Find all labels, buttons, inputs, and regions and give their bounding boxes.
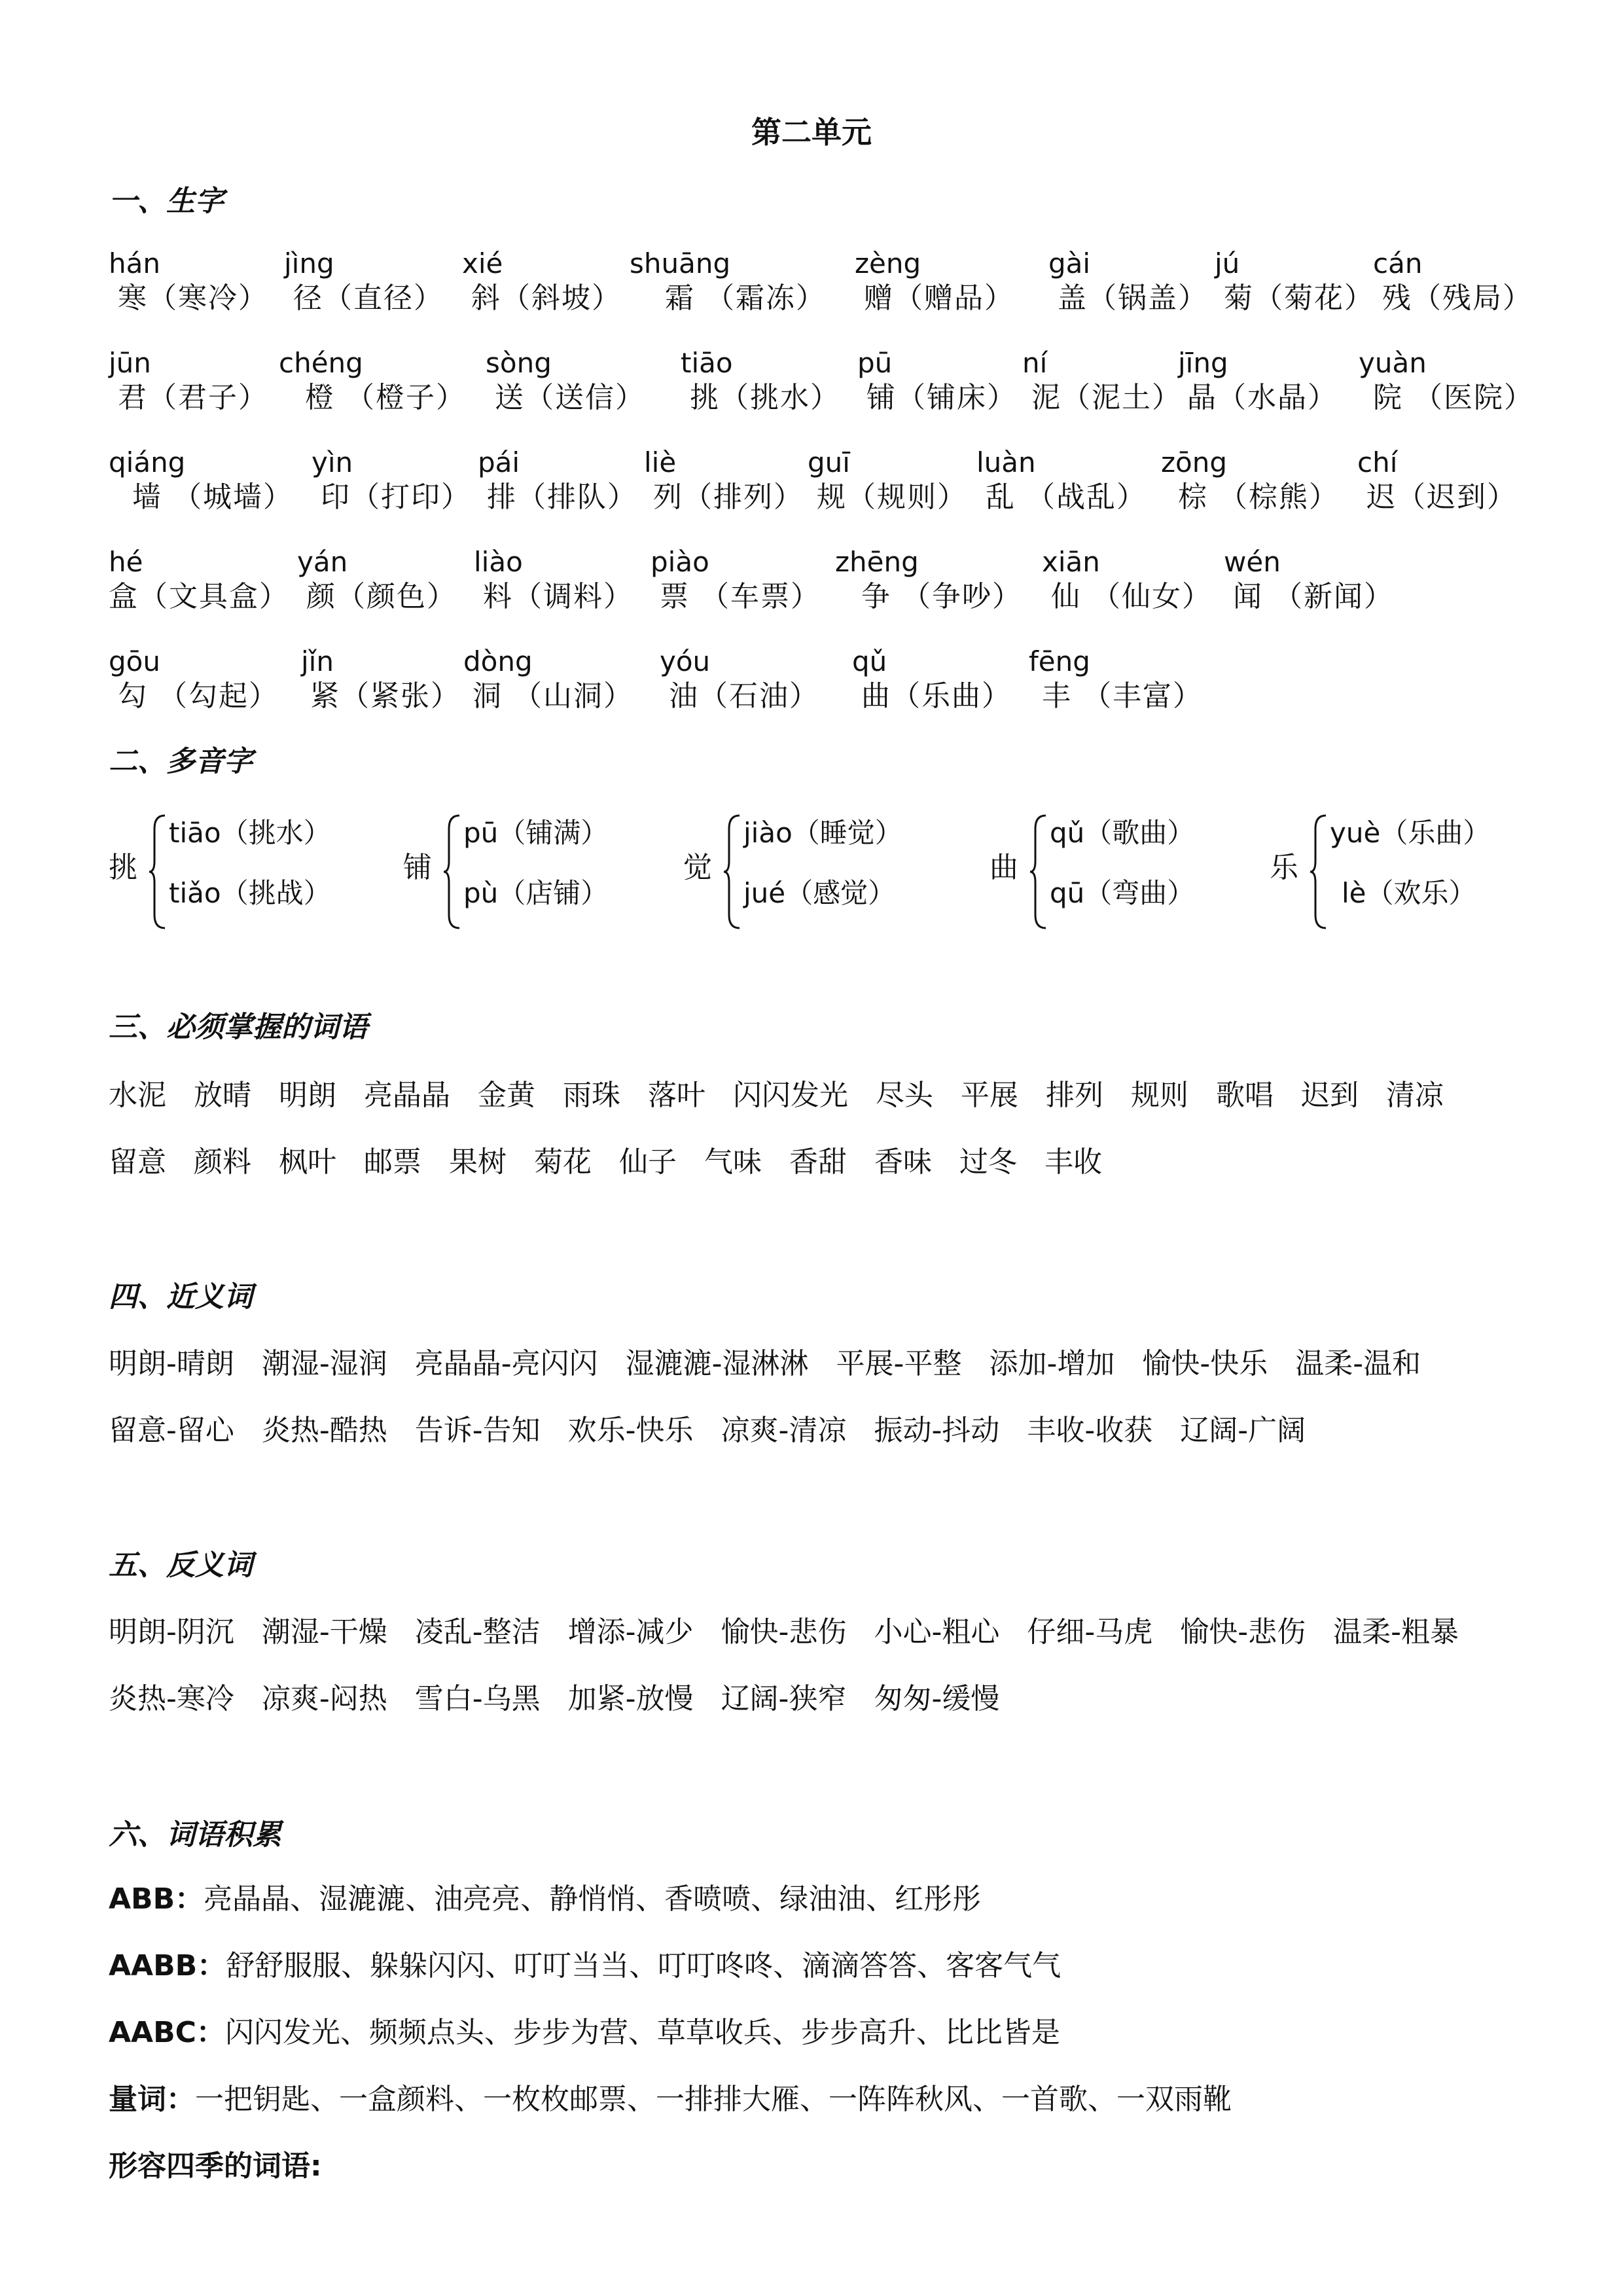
synonym-pair: 丰收-收获	[1027, 1414, 1153, 1447]
left-brace-icon	[148, 813, 168, 931]
character-word: 残（残局）	[1382, 281, 1533, 315]
pinyin: zèng	[855, 247, 921, 279]
reading-1: yuè（乐曲）	[1330, 817, 1491, 849]
polyphonic-character: 曲	[990, 851, 1018, 884]
character-word: 印（打印）	[321, 480, 471, 514]
reading-2: pù（店铺）	[463, 877, 609, 909]
character-word: 仙 （仙女）	[1051, 580, 1212, 613]
character-word: 橙 （橙子）	[305, 381, 466, 414]
character-word: 赠（赠品）	[864, 281, 1014, 315]
antonym-pair: 增添-减少	[567, 1615, 694, 1649]
synonym-pair: 温柔-温和	[1295, 1347, 1421, 1380]
antonym-pair: 雪白-乌黑	[414, 1682, 541, 1715]
polyphonic-character: 挑	[109, 851, 137, 884]
pinyin: jìng	[284, 247, 334, 279]
antonym-pair: 匆匆-缓慢	[874, 1682, 1000, 1715]
section-heading-shengzi: 一、生字	[109, 185, 224, 218]
pinyin: jú	[1215, 247, 1240, 279]
shengzi-row-3	[0, 446, 1623, 525]
pinyin: ní	[1022, 347, 1048, 379]
pinyin: liào	[474, 546, 523, 578]
polyphonic-character: 铺	[403, 851, 432, 884]
jinyici-line-2	[109, 1411, 1333, 1450]
word: 歌唱	[1216, 1079, 1274, 1112]
word: 排列	[1046, 1079, 1103, 1112]
word: 香甜	[789, 1145, 847, 1179]
reading-1: qǔ（歌曲）	[1050, 817, 1195, 849]
section-heading-jinyici: 四、近义词	[109, 1280, 253, 1314]
word: 颜料	[194, 1145, 251, 1179]
jilei-label: 量词：	[109, 2083, 195, 2116]
reading-1: pū（铺满）	[463, 817, 609, 849]
character-word: 票 （车票）	[660, 580, 821, 613]
jilei-label: ABB：	[109, 1882, 204, 1916]
pinyin: fēng	[1029, 645, 1090, 677]
pinyin: shuāng	[630, 247, 731, 279]
word: 雨珠	[563, 1079, 620, 1112]
reading-2: jué（感觉）	[743, 877, 896, 909]
word: 清凉	[1386, 1079, 1444, 1112]
character-word: 洞 （山洞）	[473, 679, 633, 713]
word: 邮票	[364, 1145, 421, 1179]
synonym-pair: 振动-抖动	[874, 1414, 1000, 1447]
character-word: 乱 （战乱）	[986, 480, 1147, 514]
character-word: 规（规则）	[817, 480, 967, 514]
left-brace-icon	[1309, 813, 1329, 931]
character-word: 争 （争吵）	[861, 580, 1022, 613]
shengzi-row-1	[0, 247, 1623, 326]
pinyin: tiāo	[681, 347, 733, 379]
word: 丰收	[1044, 1145, 1102, 1179]
pinyin: guī	[808, 446, 850, 478]
synonym-pair: 辽阔-广阔	[1180, 1414, 1306, 1447]
synonym-pair: 添加-增加	[989, 1347, 1115, 1380]
character-word: 闻 （新闻）	[1233, 580, 1394, 613]
antonym-pair: 凌乱-整洁	[414, 1615, 541, 1649]
pinyin: dòng	[463, 645, 533, 677]
reading-1: tiāo（挑水）	[169, 817, 331, 849]
character-word: 泥（泥土）	[1031, 381, 1182, 414]
polyphonic-character: 乐	[1270, 851, 1298, 884]
pinyin: chéng	[279, 347, 363, 379]
word: 仙子	[619, 1145, 677, 1179]
antonym-pair: 炎热-寒冷	[109, 1682, 234, 1715]
pinyin: chí	[1357, 446, 1398, 478]
polyphonic-character: 觉	[683, 851, 712, 884]
word: 香味	[874, 1145, 932, 1179]
word: 落叶	[648, 1079, 705, 1112]
reading-1: jiào（睡觉）	[743, 817, 902, 849]
synonym-pair: 亮晶晶-亮闪闪	[414, 1347, 598, 1380]
pinyin: zhēng	[835, 546, 919, 578]
character-word: 盒（文具盒）	[109, 580, 289, 613]
synonym-pair: 凉爽-清凉	[721, 1414, 847, 1447]
character-word: 霜 （霜冻）	[665, 281, 826, 315]
section-heading-fanyici: 五、反义词	[109, 1549, 253, 1582]
pinyin: qiáng	[109, 446, 186, 478]
pinyin: sòng	[486, 347, 552, 379]
word: 果树	[449, 1145, 507, 1179]
character-word: 棕 （棕熊）	[1178, 480, 1339, 514]
word: 枫叶	[279, 1145, 336, 1179]
character-word: 寒（寒冷）	[118, 281, 268, 315]
left-brace-icon	[722, 813, 742, 931]
character-word: 送（送信）	[495, 381, 645, 414]
jilei-line	[109, 1946, 1061, 1986]
pinyin: luàn	[976, 446, 1036, 478]
fanyici-line-1	[109, 1613, 1486, 1652]
pinyin: xié	[462, 247, 503, 279]
antonym-pair: 明朗-阴沉	[109, 1615, 234, 1649]
synonym-pair: 平展-平整	[836, 1347, 962, 1380]
character-word: 料（调料）	[483, 580, 633, 613]
shengzi-row-4	[0, 546, 1623, 624]
jilei-label: AABC：	[109, 2016, 225, 2049]
synonym-pair: 留意-留心	[109, 1414, 234, 1447]
shengzi-row-2	[0, 347, 1623, 425]
word: 留意	[109, 1145, 166, 1179]
synonym-pair: 欢乐-快乐	[567, 1414, 694, 1447]
antonym-pair: 温柔-粗暴	[1333, 1615, 1459, 1649]
character-word: 列（排列）	[653, 480, 804, 514]
left-brace-icon	[442, 813, 462, 931]
character-word: 径（直径）	[293, 281, 444, 315]
pinyin: yán	[297, 546, 348, 578]
antonym-pair: 凉爽-闷热	[261, 1682, 387, 1715]
character-word: 盖（锅盖）	[1058, 281, 1208, 315]
word: 气味	[704, 1145, 762, 1179]
jilei-line	[109, 1880, 981, 1919]
word: 水泥	[109, 1079, 166, 1112]
pinyin: xiān	[1042, 546, 1100, 578]
character-word: 勾 （勾起）	[118, 679, 279, 713]
pinyin: yuàn	[1359, 347, 1427, 379]
pinyin: piào	[651, 546, 709, 578]
synonym-pair: 潮湿-湿润	[261, 1347, 387, 1380]
character-word: 颜（颜色）	[306, 580, 457, 613]
synonym-pair: 愉快-快乐	[1142, 1347, 1268, 1380]
pinyin: qǔ	[852, 645, 887, 677]
antonym-pair: 小心-粗心	[874, 1615, 1000, 1649]
reading-2: qū（弯曲）	[1050, 877, 1195, 909]
jilei-line	[109, 2013, 1060, 2053]
jilei-line	[109, 2147, 322, 2186]
section-heading-jilei: 六、词语积累	[109, 1818, 281, 1852]
character-word: 迟（迟到）	[1366, 480, 1517, 514]
jinyici-line-1	[109, 1344, 1448, 1384]
antonym-pair: 加紧-放慢	[567, 1682, 694, 1715]
synonym-pair: 明朗-晴朗	[109, 1347, 234, 1380]
synonym-pair: 湿漉漉-湿淋淋	[625, 1347, 809, 1380]
pinyin: zōng	[1161, 446, 1228, 478]
pinyin: yìn	[312, 446, 353, 478]
jilei-text: 舒舒服服、躲躲闪闪、叮叮当当、叮叮咚咚、滴滴答答、客客气气	[226, 1949, 1061, 1982]
character-word: 菊（菊花）	[1224, 281, 1374, 315]
left-brace-icon	[1029, 813, 1048, 931]
word: 尽头	[876, 1079, 933, 1112]
character-word: 紧（紧张）	[310, 679, 461, 713]
character-word: 挑（挑水）	[690, 381, 840, 414]
ciyu-line-2	[109, 1143, 1130, 1182]
pinyin: gōu	[109, 645, 160, 677]
word: 平展	[961, 1079, 1018, 1112]
pinyin: pū	[857, 347, 893, 379]
pinyin: wén	[1224, 546, 1281, 578]
pinyin: hé	[109, 546, 143, 578]
word: 闪闪发光	[733, 1079, 848, 1112]
character-word: 斜（斜坡）	[471, 281, 622, 315]
pinyin: jǐn	[301, 645, 334, 677]
pinyin: gài	[1048, 247, 1091, 279]
character-word: 晶（水晶）	[1187, 381, 1338, 414]
pinyin: jīng	[1178, 347, 1228, 379]
pinyin: yóu	[660, 645, 711, 677]
word: 金黄	[478, 1079, 535, 1112]
antonym-pair: 潮湿-干燥	[261, 1615, 387, 1649]
fanyici-line-2	[109, 1679, 1027, 1719]
pinyin: jūn	[109, 347, 151, 379]
word: 明朗	[279, 1079, 336, 1112]
character-word: 墙 （城墙）	[132, 480, 293, 514]
antonym-pair: 愉快-悲伤	[721, 1615, 847, 1649]
character-word: 院 （医院）	[1373, 381, 1534, 414]
jilei-text: 亮晶晶、湿漉漉、油亮亮、静悄悄、香喷喷、绿油油、红彤彤	[204, 1882, 982, 1916]
word: 过冬	[959, 1145, 1017, 1179]
page-title: 第二单元	[751, 115, 872, 150]
pinyin: liè	[644, 446, 677, 478]
antonym-pair: 愉快-悲伤	[1180, 1615, 1306, 1649]
pinyin: cán	[1373, 247, 1423, 279]
reading-2: tiǎo（挑战）	[169, 877, 331, 909]
character-word: 君（君子）	[118, 381, 268, 414]
character-word: 丰 （丰富）	[1042, 679, 1203, 713]
pinyin: pái	[478, 446, 520, 478]
character-word: 铺（铺床）	[866, 381, 1017, 414]
word: 菊花	[534, 1145, 592, 1179]
shengzi-row-5	[0, 645, 1623, 724]
word: 规则	[1131, 1079, 1188, 1112]
jilei-text: 闪闪发光、频频点头、步步为营、草草收兵、步步高升、比比皆是	[224, 2016, 1060, 2049]
synonym-pair: 炎热-酷热	[261, 1414, 387, 1447]
antonym-pair: 辽阔-狭窄	[721, 1682, 847, 1715]
reading-2: lè（欢乐）	[1342, 877, 1476, 909]
ciyu-line-1	[109, 1076, 1471, 1115]
word: 放晴	[194, 1079, 251, 1112]
section-heading-ciyu: 三、必须掌握的词语	[109, 1011, 368, 1044]
character-word: 曲（乐曲）	[861, 679, 1012, 713]
synonym-pair: 告诉-告知	[414, 1414, 541, 1447]
character-word: 油（石油）	[669, 679, 819, 713]
pinyin: hán	[109, 247, 160, 279]
antonym-pair: 仔细-马虎	[1027, 1615, 1153, 1649]
jilei-label: 形容四季的词语:	[109, 2149, 322, 2183]
section-heading-duoyinzi: 二、多音字	[109, 745, 253, 778]
jilei-text: 一把钥匙、一盒颜料、一枚枚邮票、一排排大雁、一阵阵秋风、一首歌、一双雨靴	[195, 2083, 1232, 2116]
word: 亮晶晶	[364, 1079, 450, 1112]
jilei-label: AABB：	[109, 1949, 226, 1982]
character-word: 排（排队）	[487, 480, 637, 514]
word: 迟到	[1301, 1079, 1359, 1112]
jilei-line	[109, 2080, 1232, 2119]
